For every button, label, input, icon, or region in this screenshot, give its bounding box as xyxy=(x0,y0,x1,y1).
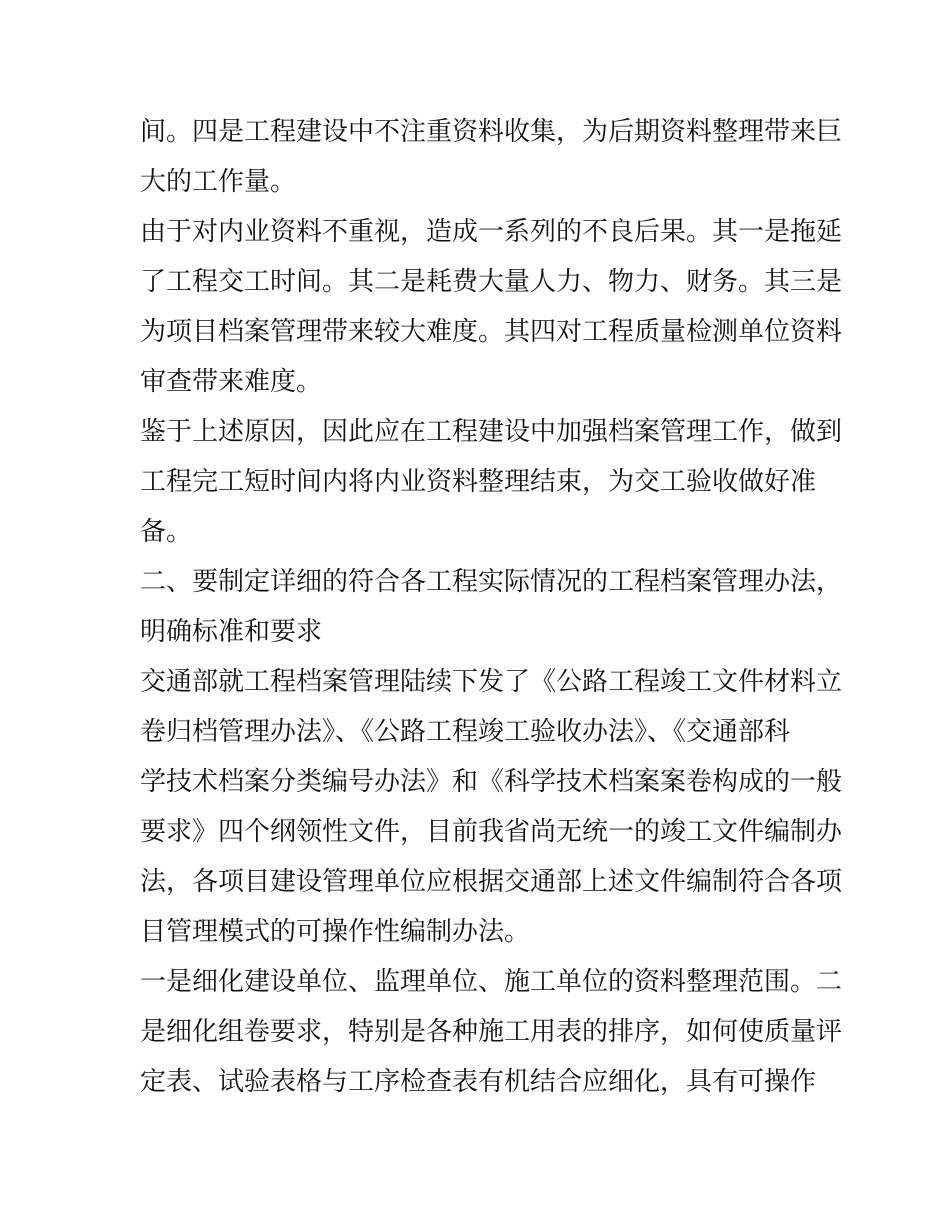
text-line: 大的工作量。 xyxy=(140,167,297,197)
text-line: 学技术档案分类编号办法》和《科学技术档案案卷构成的一般 xyxy=(140,767,843,797)
text-line: 一是细化建设单位、监理单位、施工单位的资料整理范围。二 xyxy=(140,967,843,997)
section-heading-line: 明确标准和要求 xyxy=(140,617,323,647)
text-line: 定表、试验表格与工序检查表有机结合应细化，具有可操作 xyxy=(140,1067,817,1097)
body-text xyxy=(140,107,843,1107)
text-line: 目管理模式的可操作性编制办法。 xyxy=(140,917,531,947)
text-line: 由于对内业资料不重视，造成一系列的不良后果。其一是拖延 xyxy=(140,217,843,247)
text-line: 间。四是工程建设中不注重资料收集，为后期资料整理带来巨 xyxy=(140,117,843,147)
text-line: 鉴于上述原因，因此应在工程建设中加强档案管理工作，做到 xyxy=(140,417,843,447)
text-line: 卷归档管理办法》、《公路工程竣工验收办法》、《交通部科 xyxy=(140,717,791,747)
text-line: 审查带来难度。 xyxy=(140,367,323,397)
text-line: 法，各项目建设管理单位应根据交通部上述文件编制符合各项 xyxy=(140,867,843,897)
text-line: 备。 xyxy=(140,517,193,547)
section-heading-line: 二、要制定详细的符合各工程实际情况的工程档案管理办法， xyxy=(140,567,843,597)
text-line: 要求》四个纲领性文件，目前我省尚无统一的竣工文件编制办 xyxy=(140,817,843,847)
text-line: 是细化组卷要求，特别是各种施工用表的排序，如何使质量评 xyxy=(140,1017,843,1047)
text-line: 为项目档案管理带来较大难度。其四对工程质量检测单位资料 xyxy=(140,317,843,347)
text-line: 了工程交工时间。其二是耗费大量人力、物力、财务。其三是 xyxy=(140,267,843,297)
text-line: 交通部就工程档案管理陆续下发了《公路工程竣工文件材料立 xyxy=(140,667,843,697)
text-line: 工程完工短时间内将内业资料整理结束，为交工验收做好准 xyxy=(140,467,817,497)
